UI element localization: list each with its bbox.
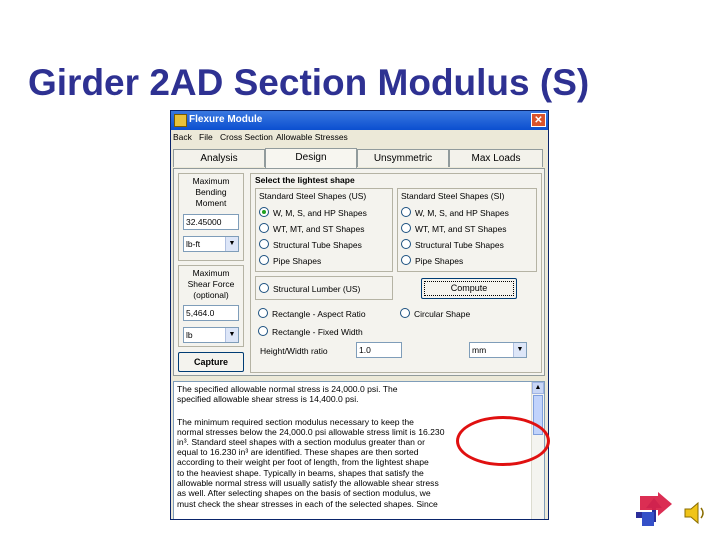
shear-unit-value: lb — [186, 330, 193, 340]
radio-icon — [259, 255, 269, 265]
select-shape-group — [250, 173, 542, 373]
output-line: as well. After selecting shapes on the basis of section modulus, we — [177, 488, 431, 498]
radio-icon — [259, 283, 269, 293]
output-line: to the heaviest shape. Typically in beams, shapes that satisfy the — [177, 468, 424, 478]
compute-button[interactable]: Compute — [421, 278, 517, 299]
radio-icon — [258, 308, 268, 318]
tab-max-loads[interactable]: Max Loads — [449, 149, 543, 167]
moment-unit-select[interactable] — [183, 236, 239, 252]
radio-label: W, M, S, and HP Shapes — [415, 208, 509, 218]
moment-label-1: Maximum — [192, 176, 230, 186]
radio-label: Pipe Shapes — [273, 256, 322, 266]
output-line: must check the shear stresses in each of the selected shapes. Since — [177, 499, 438, 509]
output-line: allowable normal stress will usually satisfy the allowable shear stress — [177, 478, 439, 488]
ratio-input[interactable]: 1.0 — [356, 342, 402, 358]
radio-label: WT, MT, and ST Shapes — [415, 224, 507, 234]
app-icon — [174, 114, 187, 127]
title-bar[interactable] — [171, 111, 548, 130]
tab-strip — [171, 149, 548, 168]
radio-icon — [401, 239, 411, 249]
radio-label: WT, MT, and ST Shapes — [273, 224, 365, 234]
navigation-arrow-icon[interactable] — [634, 492, 674, 528]
moment-label-2: Bending — [195, 187, 227, 197]
output-line: equal to 16.230 in³ are identified. These shapes are then sorted — [177, 447, 419, 457]
radio-label: W, M, S, and HP Shapes — [273, 208, 367, 218]
select-shape-title: Select the lightest shape — [255, 175, 355, 185]
menu-allowable-stresses[interactable]: Allowable Stresses — [276, 132, 348, 142]
radio-us-pipe[interactable] — [259, 255, 321, 266]
moment-unit-value: lb-ft — [186, 239, 201, 249]
menu-cross-section[interactable]: Cross Section — [220, 132, 273, 142]
menu-file[interactable]: File — [199, 132, 213, 142]
radio-label: Structural Tube Shapes — [273, 240, 362, 250]
output-line: The minimum required section modulus necessary to keep the — [177, 417, 414, 427]
radio-lumber[interactable] — [259, 283, 360, 294]
shear-label-3: (optional) — [193, 290, 229, 300]
shear-label-1: Maximum — [192, 268, 230, 278]
chevron-down-icon[interactable]: ▼ — [513, 343, 526, 357]
chevron-down-icon[interactable]: ▼ — [225, 328, 238, 342]
radio-si-wt[interactable] — [401, 223, 507, 234]
radio-selected-icon — [259, 207, 269, 217]
moment-group — [178, 173, 244, 261]
radio-us-wmshp[interactable] — [259, 207, 367, 218]
radio-us-wt[interactable] — [259, 223, 365, 234]
tab-unsymmetric[interactable]: Unsymmetric — [357, 149, 449, 167]
radio-label: Structural Tube Shapes — [415, 240, 504, 250]
lumber-group — [255, 276, 393, 300]
radio-circular[interactable] — [400, 308, 470, 319]
radio-label: Circular Shape — [414, 309, 471, 319]
radio-icon — [400, 308, 410, 318]
us-shapes-group — [255, 188, 393, 272]
tab-analysis[interactable]: Analysis — [173, 149, 265, 167]
unit-value: mm — [472, 345, 487, 355]
window-title: Flexure Module — [189, 114, 263, 125]
output-line: specified allowable shear stress is 14,400.0 psi. — [177, 394, 359, 404]
output-line: according to their weight per foot of length, from the lightest shape — [177, 457, 429, 467]
radio-icon — [259, 223, 269, 233]
us-shapes-title: Standard Steel Shapes (US) — [259, 191, 367, 201]
chevron-down-icon[interactable]: ▼ — [225, 237, 238, 251]
radio-si-tube[interactable] — [401, 239, 504, 250]
tab-design[interactable]: Design — [265, 148, 357, 168]
radio-label: Pipe Shapes — [415, 256, 464, 266]
radio-icon — [401, 223, 411, 233]
ratio-label: Height/Width ratio — [260, 346, 328, 356]
radio-si-wmshp[interactable] — [401, 207, 509, 218]
shear-input[interactable]: 5,464.0 — [183, 305, 239, 321]
shear-group — [178, 265, 244, 347]
menu-back[interactable]: Back — [173, 132, 192, 142]
highlight-circle — [456, 416, 550, 466]
radio-icon — [401, 255, 411, 265]
scroll-up-icon[interactable]: ▲ — [532, 382, 544, 394]
capture-button[interactable]: Capture — [178, 352, 244, 372]
radio-rect-aspect[interactable] — [258, 308, 366, 319]
radio-label: Rectangle - Aspect Ratio — [272, 309, 366, 319]
output-line: normal stresses below the 24,000.0 psi allowable stress limit is 16.230 — [177, 427, 445, 437]
output-line: in³. Standard steel shapes with a section modulus greater than or — [177, 437, 425, 447]
moment-input[interactable]: 32.45000 — [183, 214, 239, 230]
radio-icon — [259, 239, 269, 249]
si-shapes-title: Standard Steel Shapes (SI) — [401, 191, 505, 201]
radio-label: Structural Lumber (US) — [273, 284, 361, 294]
si-shapes-group — [397, 188, 537, 272]
unit-select[interactable] — [469, 342, 527, 358]
radio-rect-width[interactable] — [258, 326, 363, 337]
shear-label-2: Shear Force — [187, 279, 235, 289]
radio-us-tube[interactable] — [259, 239, 362, 250]
menu-bar — [171, 131, 548, 145]
radio-label: Rectangle - Fixed Width — [272, 327, 363, 337]
slide-title: Girder 2AD Section Modulus (S) — [28, 62, 590, 103]
speaker-icon[interactable] — [682, 500, 708, 526]
close-icon[interactable]: ✕ — [531, 113, 546, 127]
moment-label-3: Moment — [195, 198, 227, 208]
radio-icon — [258, 326, 268, 336]
output-line: The specified allowable normal stress is 24,000.0 psi. The — [177, 384, 398, 394]
radio-icon — [401, 207, 411, 217]
shear-unit-select[interactable] — [183, 327, 239, 343]
radio-si-pipe[interactable] — [401, 255, 463, 266]
design-panel — [173, 168, 545, 376]
